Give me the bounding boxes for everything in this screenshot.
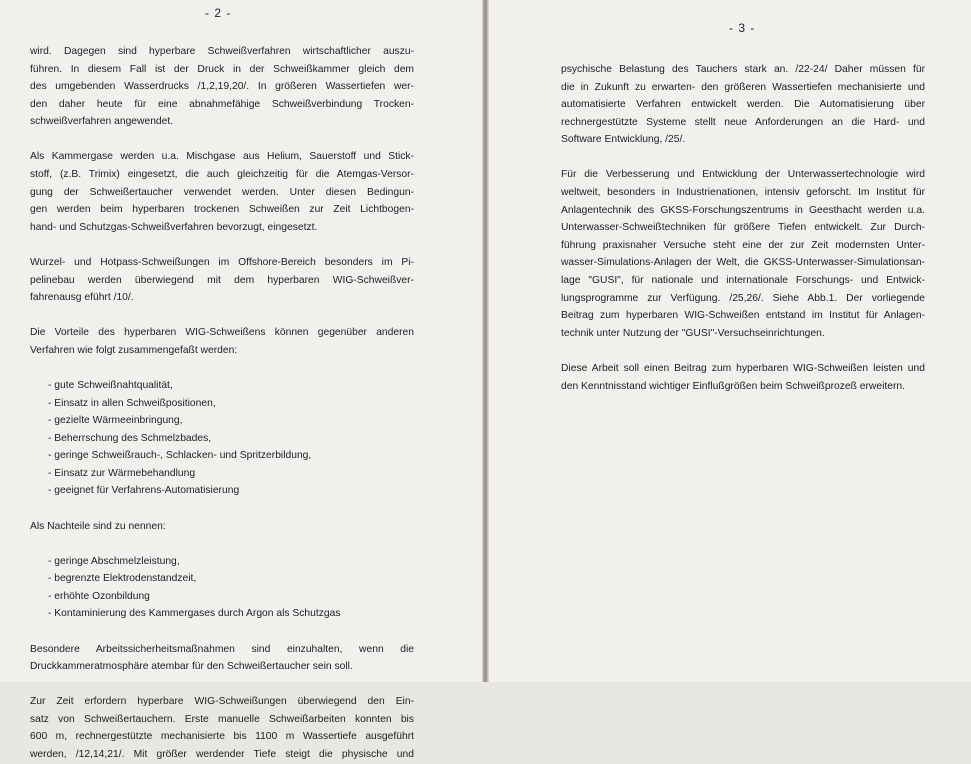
text-line: Beitrag zum hyperbaren WIG-Schweißen entstand im Institut für Anlagen- <box>561 310 925 322</box>
paragraph <box>561 61 925 149</box>
text-line: Unterwasser-Schweißtechniken für größere Tiefen entwickelt. Zur Durch- <box>561 222 925 234</box>
paragraph <box>561 360 925 395</box>
text-line: werden, /12,14,21/. Mit größer werdender Tiefe steigt die physische und <box>30 749 414 760</box>
right-page <box>488 0 971 682</box>
disadvantages-list <box>30 553 414 623</box>
text-line: Diese Arbeit soll einen Beitrag zum hyperbaren WIG-Schweißen leisten und <box>561 362 925 374</box>
disadvantages-intro: Als Nachteile sind zu nennen: <box>30 520 166 532</box>
page-number: - 2 - <box>205 6 232 20</box>
text-line: gung der Schweißertaucher verwendet werden. Unter diesen Bedingun- <box>30 186 414 198</box>
right-text-column <box>561 61 925 395</box>
text-line: den daher heute für eine abnahmefähige Schweißverbindung Trocken- <box>30 98 414 110</box>
text-line: Die Vorteile des hyperbaren WIG-Schweißens können gegenüber anderen <box>30 327 414 339</box>
paragraph <box>30 254 414 307</box>
text-line: wird. Dagegen sind hyperbare Schweißverfahren wirtschaftlicher auszu- <box>30 46 414 57</box>
text-line: Verfahren wie folgt zusammengefaßt werden: <box>30 344 238 356</box>
text-line: Software Entwicklung, /25/. <box>561 134 686 146</box>
text-line: Für die Verbesserung und Entwicklung der Unterwassertechnologie wird <box>561 169 925 181</box>
list-item: - Beherrschung des Schmelzbades, <box>48 432 212 444</box>
text-line: wasser-Simulations-Anlagen der Welt, die GKSS-Unterwasser-Simulationsan- <box>561 257 925 269</box>
text-line: 600 m, rechnergestützte mechanisierte bis 1100 m Wassertiefe ausgeführt <box>30 731 414 743</box>
text-line: Wurzel- und Hotpass-Schweißungen im Offshore-Bereich besonders im Pi- <box>30 256 414 268</box>
text-line: lage "GUSI", für nationale und internationale Forschungs- und Entwick- <box>561 275 925 287</box>
text-line: die in Zukunft zu erwarten- den größeren Wassertiefen mechanisierte und <box>561 81 925 93</box>
list-item: - geeignet für Verfahrens-Automatisierung <box>48 485 240 497</box>
text-line: automatisierte Verfahren entwickelt werden. Die Automatisierung über <box>561 99 925 111</box>
paragraph <box>30 641 414 676</box>
list-item: - geringe Abschmelzleistung, <box>48 555 180 567</box>
page-number: - 3 - <box>729 21 756 35</box>
paragraph <box>561 166 925 342</box>
text-line: lungsprogramme zur Verfügung. /25,26/. Siehe Abb.1. Der vorliegende <box>561 292 925 304</box>
text-line: Druckkammeratmosphäre atembar für den Schweißertaucher sein soll. <box>30 661 353 673</box>
text-line: fahrenausg eführt /10/. <box>30 292 134 304</box>
text-line: gen werden beim hyperbaren trockenen Schweißen zur Zeit Lichtbogen- <box>30 204 414 216</box>
text-line: Als Kammergase werden u.a. Mischgase aus Helium, Sauerstoff und Stick- <box>30 151 414 163</box>
left-text-column <box>30 43 414 764</box>
list-item: - begrenzte Elektrodenstandzeit, <box>48 573 197 585</box>
list-item: - Kontaminierung des Kammergases durch Argon als Schutzgas <box>48 608 341 620</box>
text-line: hand- und Schutzgas-Schweißverfahren bevorzugt, eingesetzt. <box>30 221 318 233</box>
paragraph <box>30 43 414 131</box>
text-line: den Kenntnisstand wichtiger Einflußgrößen beim Schweißprozeß erweitern. <box>561 380 905 392</box>
text-line: schweißverfahren angewendet. <box>30 116 174 128</box>
advantages-list <box>30 377 414 500</box>
text-line: psychische Belastung des Tauchers stark an. /22-24/ Daher müssen für <box>561 64 925 75</box>
text-line: führen. In diesem Fall ist der Druck in der Schweißkammer gleich dem <box>30 63 414 75</box>
text-line: Anlagentechnik des GKSS-Forschungszentrums in Geesthacht werden u.a. <box>561 204 925 216</box>
list-item: - gezielte Wärmeeinbringung, <box>48 415 183 427</box>
list-item: - geringe Schweißrauch-, Schlacken- und Spritzerbildung, <box>48 450 312 462</box>
text-line: Besondere Arbeitssicherheitsmaßnahmen sind einzuhalten, wenn die <box>30 643 414 655</box>
text-line: satz von Schweißertauchern. Erste manuelle Schweißarbeiten konnten bis <box>30 713 414 725</box>
text-line: stoff, (z.B. Trimix) eingesetzt, die auch gleichzeitig für die Atemgas-Versor- <box>30 169 414 181</box>
text-line: Zur Zeit erfordern hyperbare WIG-Schweißungen überwiegend den Ein- <box>30 696 414 708</box>
text-line: rechnergestützte Systeme stellt neue Anforderungen an die Hard- und <box>561 116 925 128</box>
list-item: - Einsatz zur Wärmebehandlung <box>48 467 196 479</box>
list-item: - gute Schweißnahtqualität, <box>48 379 173 391</box>
text-line: führung praxisnaher Versuche steht eine der zur Zeit modernsten Unter- <box>561 239 925 251</box>
list-item: - Einsatz in allen Schweißpositionen, <box>48 397 216 409</box>
text-line: technik unter Nutzung der "GUSI"-Versuchseinrichtungen. <box>561 327 825 339</box>
text-line: pelinebau werden überwiegend mit dem hyperbaren WIG-Schweißver- <box>30 274 414 286</box>
paragraph <box>30 148 414 236</box>
left-page <box>0 0 483 760</box>
text-line: des umgebenden Wasserdrucks /1,2,19,20/. In größeren Wassertiefen wer- <box>30 81 414 93</box>
text-line: weltweit, besonders in Industrienationen, intensiv geforscht. Im Institut für <box>561 187 925 199</box>
paragraph <box>30 693 414 763</box>
list-item: - erhöhte Ozonbildung <box>48 590 150 602</box>
paragraph <box>30 324 414 359</box>
